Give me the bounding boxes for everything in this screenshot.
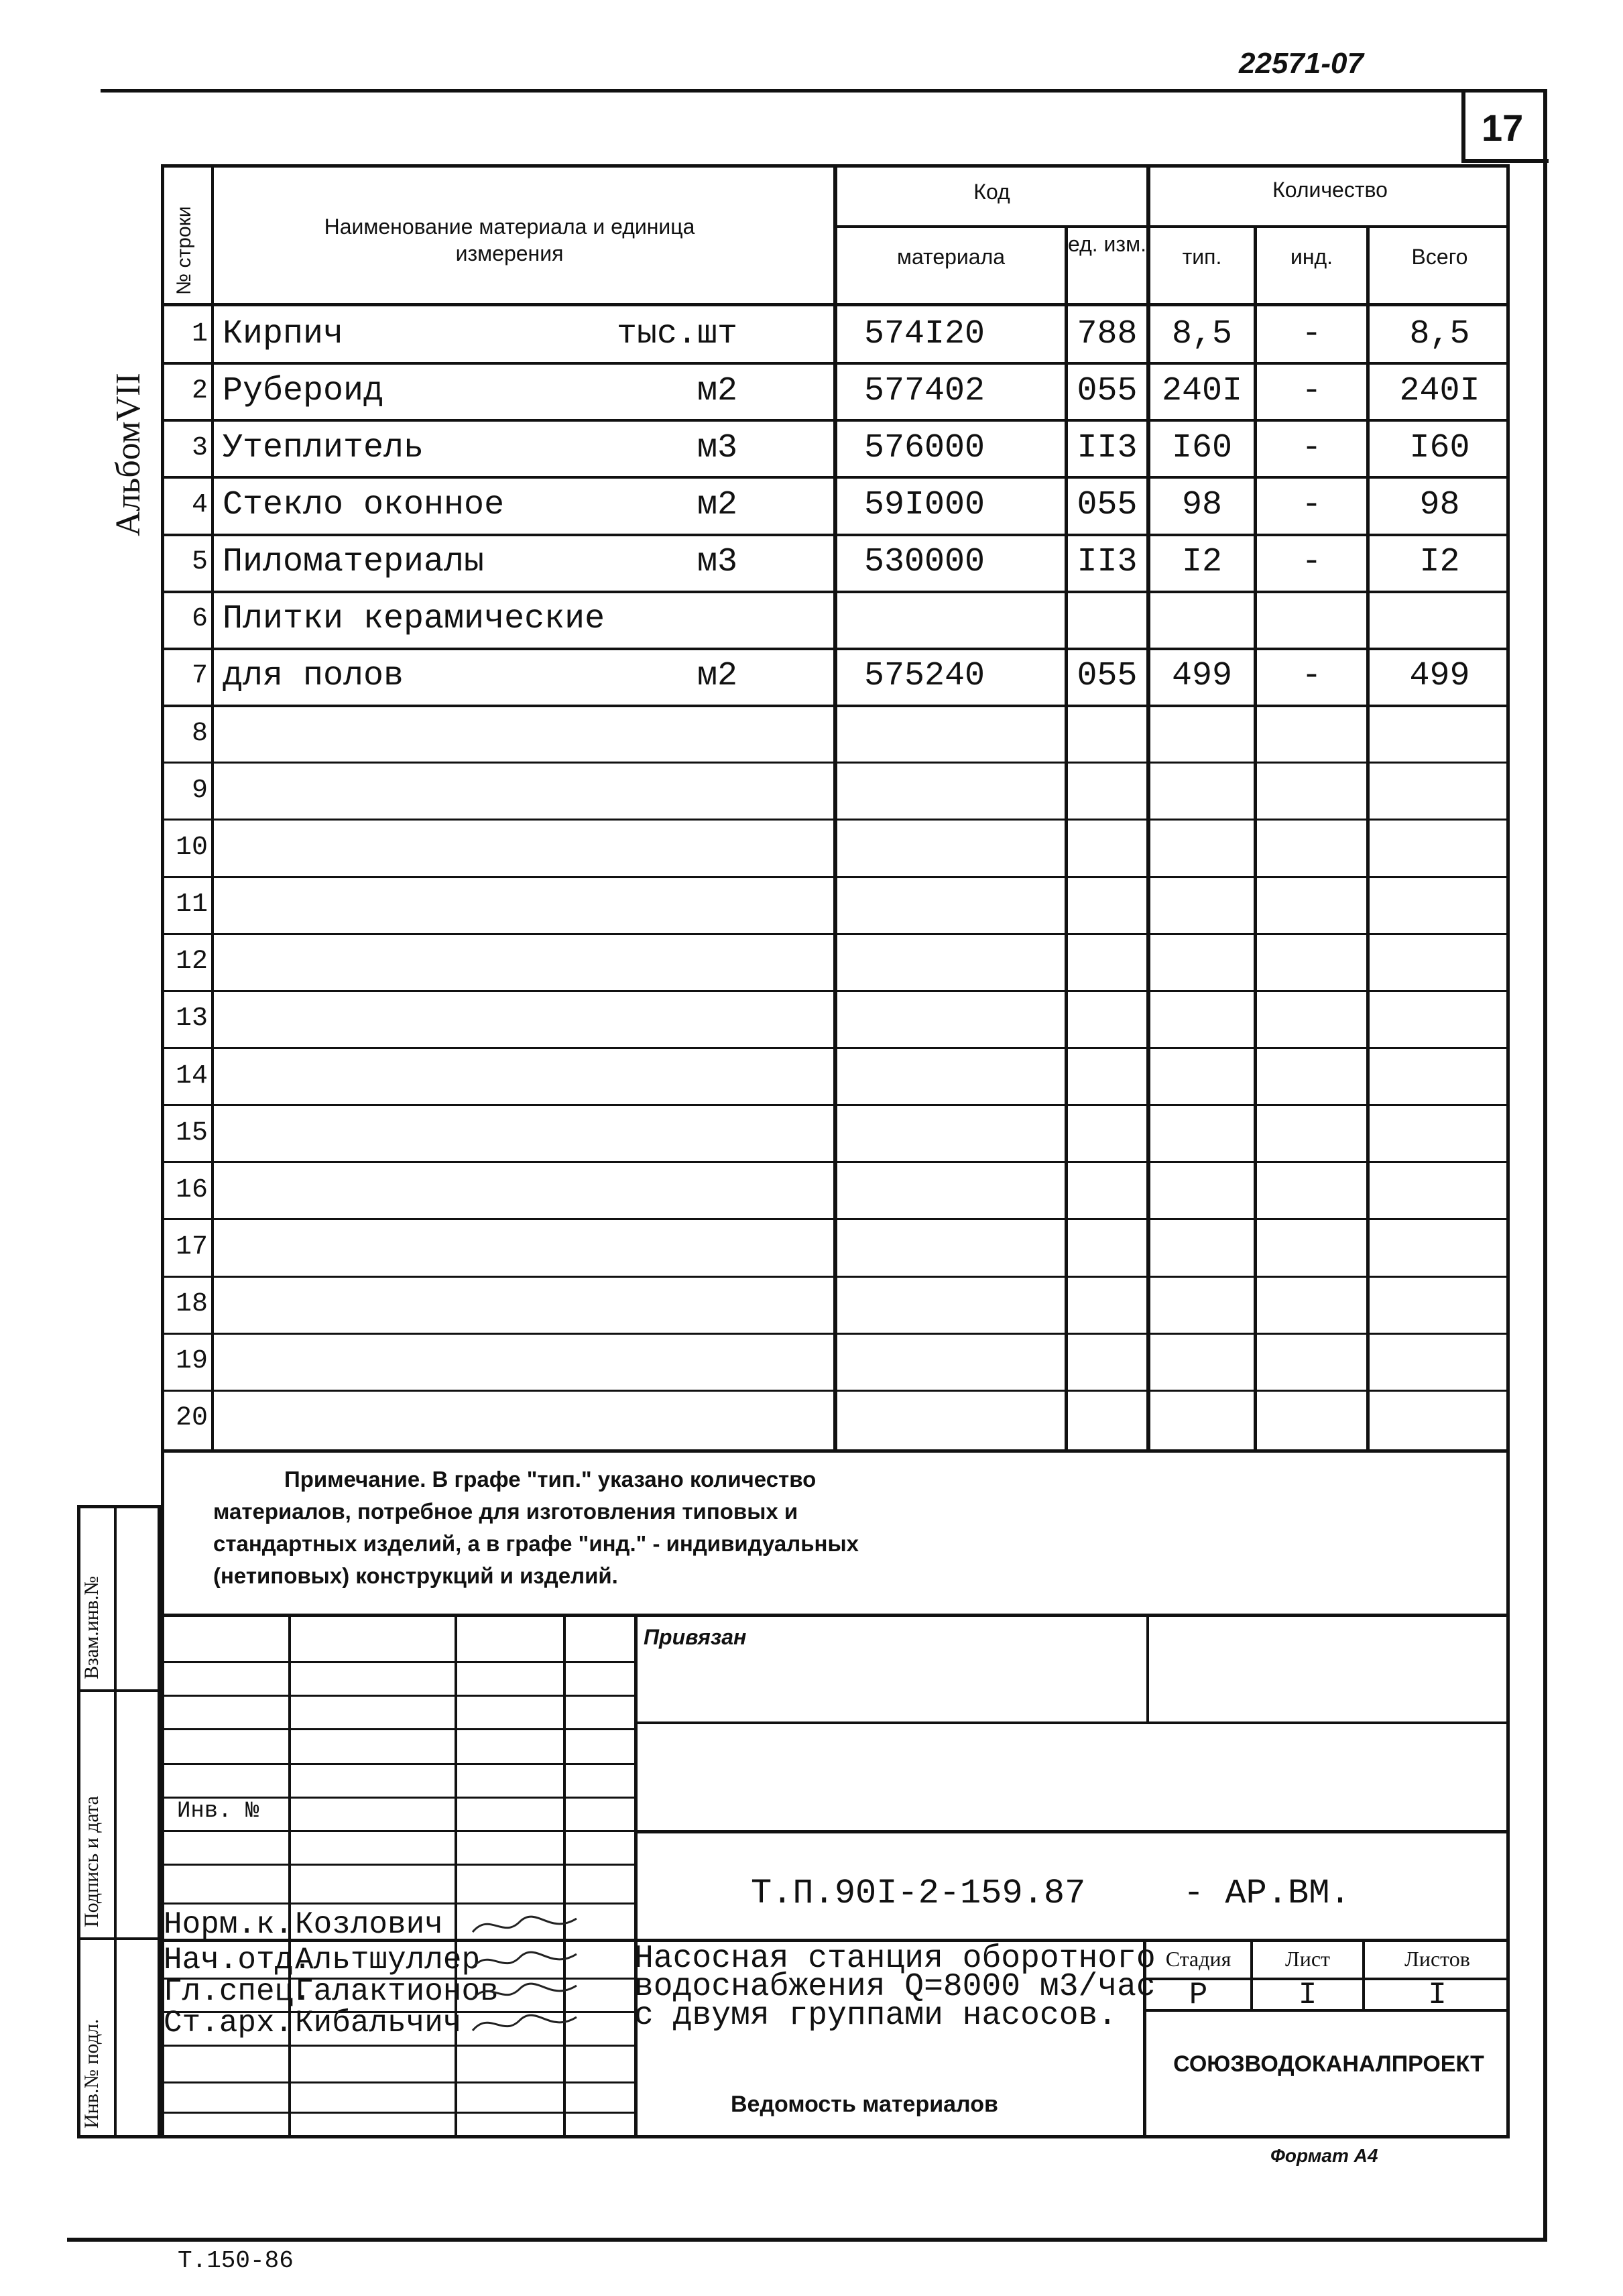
row-divider xyxy=(161,1218,1510,1220)
hdr-q-total: Всего xyxy=(1411,245,1468,269)
sheet-value: I xyxy=(1298,1978,1317,2012)
staff-role: Гл.спец. xyxy=(164,1974,312,2009)
cell-ind: - xyxy=(1301,486,1322,524)
cell-ucode: II3 xyxy=(1077,543,1138,581)
row-number: 10 xyxy=(175,833,208,863)
material-unit: м3 xyxy=(697,543,737,581)
material-unit: тыс.шт xyxy=(616,315,737,353)
hdr-quantity: Количество xyxy=(1272,178,1388,202)
col-line-name xyxy=(833,164,837,1451)
row-divider xyxy=(161,362,1510,365)
row-number: 14 xyxy=(175,1061,208,1091)
material-name: Рубероид xyxy=(223,372,384,410)
stage-label: Стадия xyxy=(1165,1947,1231,1971)
tb-left-v1 xyxy=(288,1614,291,2137)
frame-right xyxy=(1543,89,1547,2241)
row-number: 2 xyxy=(191,376,208,406)
cell-typ: 240I xyxy=(1161,372,1243,410)
title-grid-line xyxy=(161,1661,634,1663)
row-divider xyxy=(161,876,1510,878)
top-rule xyxy=(101,89,1547,93)
privyazan-label: Привязан xyxy=(644,1625,747,1649)
album-label: АльбомVII xyxy=(109,373,147,536)
row-divider xyxy=(161,1161,1510,1163)
row-divider xyxy=(161,1390,1510,1392)
side-split-1 xyxy=(77,1689,161,1692)
cell-typ: I2 xyxy=(1181,543,1222,581)
tb-h-1 xyxy=(634,1721,1510,1724)
row-number: 9 xyxy=(191,776,208,806)
row-number: 4 xyxy=(191,490,208,520)
title-grid-line xyxy=(161,1763,634,1765)
cell-ucode: 788 xyxy=(1077,315,1138,353)
col-line-rowno xyxy=(211,164,214,1451)
tb-left-v3 xyxy=(563,1614,566,2137)
cell-ind: - xyxy=(1301,372,1322,410)
staff-role: Норм.к. xyxy=(164,1907,294,1942)
title-grid-line xyxy=(161,2112,634,2114)
material-unit: м2 xyxy=(697,486,737,524)
staff-role: Ст.арх. xyxy=(164,2006,294,2041)
sheets-value: I xyxy=(1428,1978,1447,2012)
sheet-title: Ведомость материалов xyxy=(731,2092,998,2117)
row-divider xyxy=(161,990,1510,992)
row-divider xyxy=(161,933,1510,935)
staff-name: Козлович xyxy=(295,1907,443,1942)
cell-total: 98 xyxy=(1419,486,1460,524)
cell-typ: 499 xyxy=(1171,657,1232,695)
hdr-name: Наименование материала и единица измерения xyxy=(324,215,695,265)
cell-ucode: 055 xyxy=(1077,372,1138,410)
row-divider xyxy=(161,591,1510,593)
tb-main-vert xyxy=(634,1614,638,2137)
row-divider xyxy=(161,476,1510,479)
note-line-4: (нетиповых) конструкций и изделий. xyxy=(213,1563,618,1588)
sheets-label: Листов xyxy=(1404,1947,1470,1971)
row-number: 20 xyxy=(175,1403,208,1433)
tb-left-v2 xyxy=(455,1614,457,2137)
row-number: 16 xyxy=(175,1175,208,1205)
tb-right-vert-top xyxy=(1146,1614,1149,1724)
title-grid-line xyxy=(161,2045,634,2047)
stage-value: Р xyxy=(1189,1978,1208,2012)
cell-ind: - xyxy=(1301,543,1322,581)
row-number: 13 xyxy=(175,1004,208,1034)
row-number: 6 xyxy=(191,604,208,634)
material-unit: м3 xyxy=(697,429,737,467)
material-name: Стекло оконное xyxy=(223,486,505,524)
tb-h-2 xyxy=(634,1830,1510,1833)
material-unit: м2 xyxy=(697,372,737,410)
note-line-3: стандартных изделий, а в графе "инд." - индивидуальных xyxy=(213,1531,859,1556)
note-bottom xyxy=(161,1614,1510,1617)
row-divider xyxy=(161,1276,1510,1278)
material-name: Кирпич xyxy=(223,315,344,353)
cell-ucode: 055 xyxy=(1077,486,1138,524)
material-name: Плитки керамические xyxy=(223,600,605,638)
cell-typ: 98 xyxy=(1181,486,1222,524)
row-number: 11 xyxy=(175,890,208,920)
row-number: 18 xyxy=(175,1289,208,1319)
hdr-row-no: № строки xyxy=(173,206,195,295)
cell-total: I2 xyxy=(1419,543,1460,581)
row-number: 17 xyxy=(175,1232,208,1262)
row-divider xyxy=(161,762,1510,764)
format-label: Формат А4 xyxy=(1270,2145,1378,2166)
note-line-1: Примечание. В графе "тип." указано количество xyxy=(284,1467,817,1492)
cell-code: 577402 xyxy=(864,372,985,410)
row-divider xyxy=(161,1333,1510,1335)
hdr-code-material: материала xyxy=(896,245,1006,269)
row-number: 5 xyxy=(191,547,208,577)
row-divider xyxy=(161,1047,1510,1049)
hdr-code-unit: ед. изм. xyxy=(1068,232,1146,256)
side-col-line xyxy=(114,1505,117,2138)
row-number: 7 xyxy=(191,661,208,691)
note-right xyxy=(1506,1451,1510,2138)
project-line-2: водоснабжения Q=8000 м3/час xyxy=(634,1969,1156,2005)
cell-code: 576000 xyxy=(864,429,985,467)
title-grid-line xyxy=(161,1830,634,1832)
side-label-inv: Инв.№ подл. xyxy=(80,2018,103,2128)
cell-typ: I60 xyxy=(1171,429,1232,467)
row-divider xyxy=(161,1104,1510,1106)
title-grid-line xyxy=(161,1864,634,1866)
title-grid-line xyxy=(161,1728,634,1730)
side-label-podpis: Подпись и дата xyxy=(80,1796,103,1927)
org-name: СОЮЗВОДОКАНАЛПРОЕКТ xyxy=(1173,2051,1484,2077)
cell-total: 499 xyxy=(1409,657,1470,695)
doc-code: Т.П.90I-2-159.87 xyxy=(751,1874,1086,1913)
cell-code: 59I000 xyxy=(864,486,985,524)
row-divider xyxy=(161,419,1510,422)
row-divider xyxy=(161,534,1510,536)
frame-bottom xyxy=(67,2238,1547,2242)
cell-code: 530000 xyxy=(864,543,985,581)
row-divider xyxy=(161,819,1510,821)
staff-name: Галактионов xyxy=(295,1974,499,2009)
doc-number: 22571-07 xyxy=(1239,47,1364,80)
inv-no-label: Инв. № xyxy=(173,1799,263,1824)
row-divider xyxy=(161,648,1510,650)
title-grid-line xyxy=(161,1695,634,1697)
title-grid-line xyxy=(161,1902,634,1905)
staff-name: Альтшуллер xyxy=(295,1943,481,1978)
sheet-badge: 17 xyxy=(1482,107,1524,149)
staff-role: Нач.отд. xyxy=(164,1943,312,1978)
title-grid-line xyxy=(161,2081,634,2083)
cell-ucode: II3 xyxy=(1077,429,1138,467)
row-number: 15 xyxy=(175,1118,208,1148)
signature-scribble xyxy=(469,2007,583,2044)
project-line-3: с двумя группами насосов. xyxy=(634,1998,1118,2034)
row-number: 1 xyxy=(191,319,208,349)
material-name: Утеплитель xyxy=(223,429,424,467)
cell-total: I60 xyxy=(1409,429,1470,467)
cell-ind: - xyxy=(1301,657,1322,695)
sheet-label: Лист xyxy=(1284,1947,1330,1971)
side-split-2 xyxy=(77,1937,161,1940)
cell-ucode: 055 xyxy=(1077,657,1138,695)
material-unit: м2 xyxy=(697,657,737,695)
row-number: 19 xyxy=(175,1346,208,1376)
side-label-vzam: Взам.инв.№ xyxy=(80,1575,103,1679)
cell-code: 574I20 xyxy=(864,315,985,353)
col-line-unit xyxy=(1146,164,1150,1451)
hdr-q-typ: тип. xyxy=(1182,245,1222,269)
tb-bottom xyxy=(77,2135,1510,2138)
cell-ind: - xyxy=(1301,429,1322,467)
cell-total: 8,5 xyxy=(1409,315,1470,353)
hdr-code: Код xyxy=(973,180,1010,204)
row-number: 12 xyxy=(175,947,208,977)
cell-code: 575240 xyxy=(864,657,985,695)
row-divider xyxy=(161,705,1510,707)
material-name: Пиломатериалы xyxy=(223,543,485,581)
cell-total: 240I xyxy=(1399,372,1480,410)
hdr-q-ind: инд. xyxy=(1290,245,1333,269)
cell-ind: - xyxy=(1301,315,1322,353)
staff-name: Кибальчич xyxy=(295,2006,462,2041)
material-name: для полов xyxy=(223,657,404,695)
form-code: Т.150-86 xyxy=(178,2247,294,2275)
row-number: 8 xyxy=(191,719,208,749)
cell-typ: 8,5 xyxy=(1171,315,1232,353)
doc-suffix: - АР.ВМ. xyxy=(1183,1874,1351,1913)
hdr-mid xyxy=(835,225,1510,228)
note-line-2: материалов, потребное для изготовления типовых и xyxy=(213,1499,798,1524)
project-line-1: Насосная станция оборотного xyxy=(634,1941,1156,1977)
signature-scribble xyxy=(469,1909,583,1945)
row-number: 3 xyxy=(191,433,208,463)
